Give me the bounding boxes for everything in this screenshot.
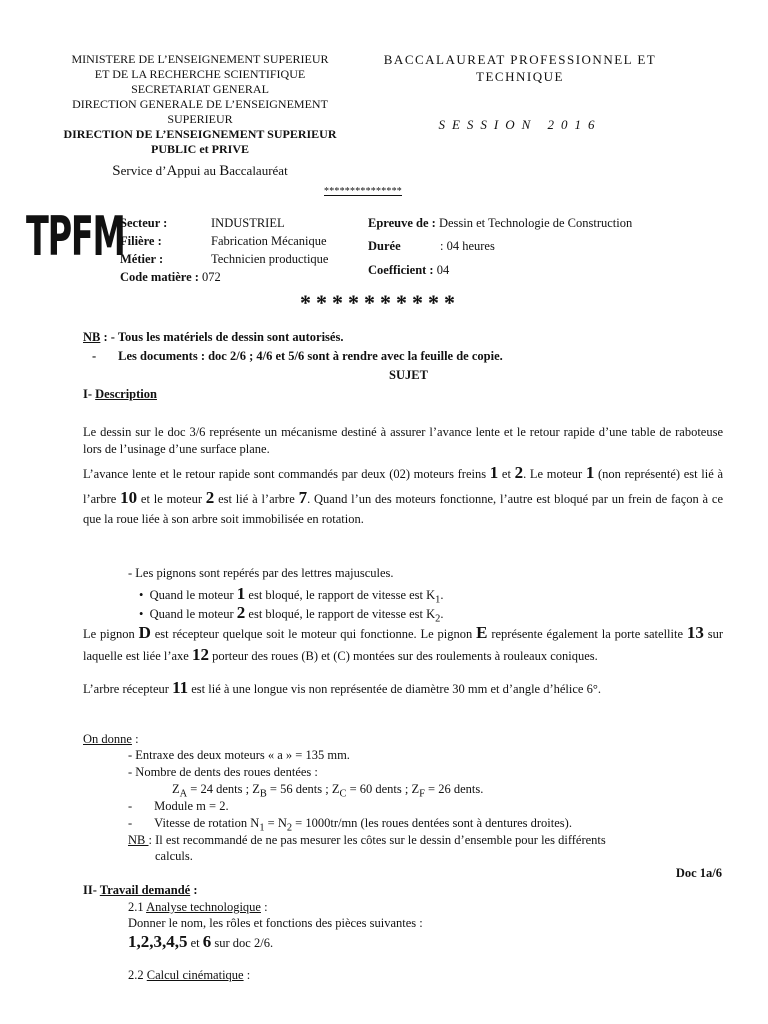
metier-label: Métier : — [120, 252, 164, 266]
bac-line: TECHNIQUE — [476, 68, 564, 84]
description-paragraph-1: Le dessin sur le doc 3/6 représente un mécanisme destiné à assurer l’avance lente et le retour rapide d’une table de raboteuse lors de l’usinage d’une surface plane. — [83, 425, 723, 456]
direction-line: DIRECTION DE L’ENSEIGNEMENT SUPERIEUR — [63, 127, 337, 141]
ministry-line: MINISTERE DE L’ENSEIGNEMENT SUPERIEUR — [71, 52, 329, 66]
filiere-value: Fabrication Mécanique — [211, 234, 327, 248]
duree-value: : 04 heures — [440, 239, 495, 253]
doc-reference: Doc 1a/6 — [675, 866, 722, 880]
ministry-line: DIRECTION GENERALE DE L’ENSEIGNEMENT — [72, 97, 328, 111]
duree-label: Durée — [368, 239, 401, 253]
description-paragraph-3: Le pignon D est récepteur quelque soit le moteur qui fonctionne. Le pignon E représente également la porte satellite 13 sur laquelle est liée l’axe 12 porteur des roues (B) et (C) montées sur des roulements à rouleaux coniques. — [83, 623, 723, 665]
section-description-title: I- Description — [83, 387, 157, 401]
nb-line-2: - Les documents : doc 2/6 ; 4/6 et 5/6 sont à rendre avec la feuille de copie. — [92, 349, 503, 363]
calcul-title: 2.2 Calcul cinématique : — [128, 968, 251, 982]
ministry-header — [55, 52, 345, 181]
coefficient: Coefficient : 04 — [368, 263, 450, 277]
ministry-line: SUPERIEUR — [167, 112, 233, 126]
entraxe-line: - Entraxe des deux moteurs « a » = 135 mm. — [128, 748, 350, 762]
metier-value: Technicien productique — [211, 252, 329, 266]
nb-recommandation-2: calculs. — [155, 849, 193, 863]
ministry-line: ET DE LA RECHERCHE SCIENTIFIQUE — [94, 67, 306, 81]
code-matiere: Code matière : 072 — [120, 270, 221, 284]
stars-divider: ********** — [300, 290, 460, 315]
on-donne-title: On donne : — [83, 732, 139, 746]
section-travail-title: II- Travail demandé : — [83, 883, 198, 897]
filiere-label: Filière : — [120, 234, 162, 248]
bullet-moteur-1: • Quand le moteur 1 est bloqué, le rapport de vitesse est $K_1$. — [139, 584, 444, 606]
nb-recommandation: NB : Il est recommandé de ne pas mesurer les côtes sur le dessin d’ensemble pour les différents — [128, 833, 606, 847]
ministry-line: SECRETARIAT GENERAL — [131, 82, 269, 96]
secteur-label: Secteur : — [120, 216, 168, 230]
tpfm-logo: TPFM — [26, 205, 125, 268]
session-label: SESSION 2016 — [438, 117, 602, 132]
analyse-title: 2.1 Analyse technologique : — [128, 900, 268, 914]
pignons-line: - Les pignons sont repérés par des lettres majuscules. — [128, 566, 394, 580]
bac-line: BACCALAUREAT PROFESSIONNEL ET — [383, 52, 657, 67]
direction-line: PUBLIC et PRIVE — [151, 142, 249, 156]
description-paragraph-4: L’arbre récepteur 11 est lié à une longue vis non représentée de diamètre 30 mm et d’angle d’hélice 6°. — [83, 678, 601, 697]
secteur-value: INDUSTRIEL — [211, 216, 285, 230]
teeth-values-line: $Z_A = 24$ dents ; $Z_B = 56$ dents ; $Z_C = 60$ dents ; $Z_F = 26$ dents. — [172, 782, 484, 800]
sujet-title: SUJET — [389, 368, 428, 382]
nb-line-1: NB : - Tous les matériels de dessin sont autorisés. — [83, 330, 344, 344]
nombre-dents-line: - Nombre de dents des roues dentées : — [128, 765, 318, 779]
vitesse-line: - Vitesse de rotation $N_1 = N_2 = 1000tr/mn$ (les roues dentées sont à dentures droites). — [128, 816, 572, 834]
service-line: Service d’Appui au Baccalauréat — [112, 163, 288, 179]
epreuve: Epreuve de : Dessin et Technologie de Construction — [368, 216, 633, 230]
module-line: - Module m = 2. — [128, 799, 229, 813]
bullet-moteur-2: • Quand le moteur 2 est bloqué, le rapport de vitesse est $K_2$. — [139, 603, 444, 625]
stars-separator: *************** — [324, 186, 402, 197]
bac-title — [355, 52, 685, 86]
description-paragraph-2: L’avance lente et le retour rapide sont commandés par deux (02) moteurs freins 1 et 2. Le moteur 1 (non représenté) est lié à l’arbre 10 et le moteur 2 est lié à l’arbre 7. Quand l’un des moteurs fonctionne, l’autre est bloqué par un frein de façon à ce que la roue liée à son arbre soit immobilisée en rotation. — [83, 463, 724, 527]
analyse-pieces: 1,2,3,4,5 et 6 sur doc 2/6. — [128, 932, 274, 951]
analyse-instruction: Donner le nom, les rôles et fonctions des pièces suivantes : — [128, 916, 423, 930]
